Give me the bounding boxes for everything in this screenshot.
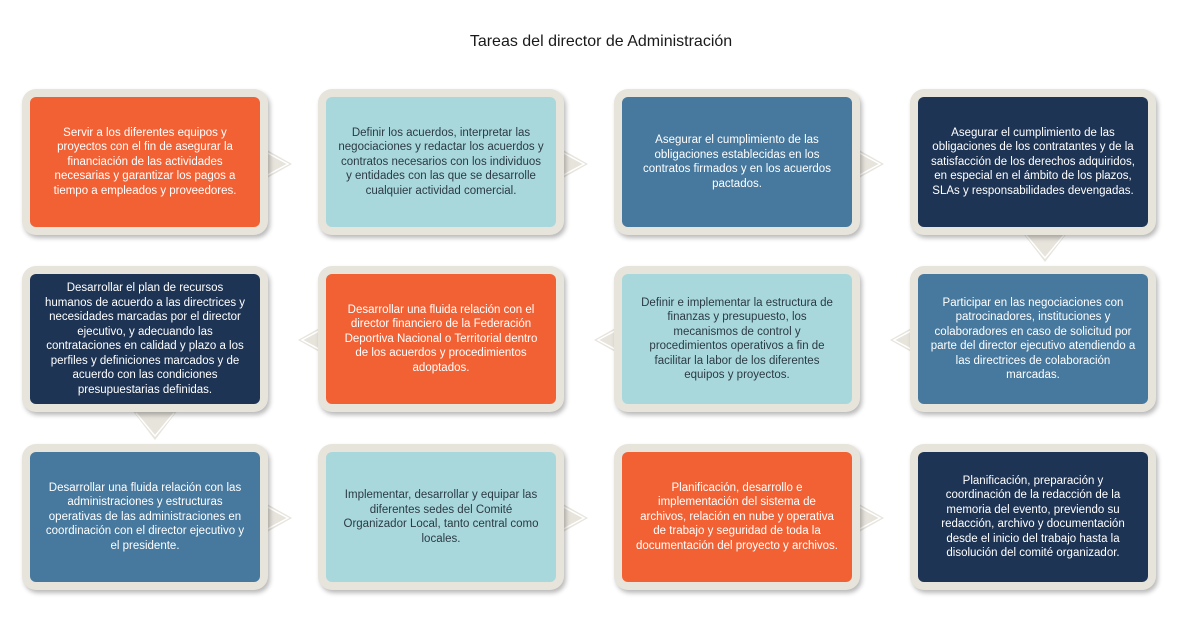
task-card-4-text: Asegurar el cumplimiento de las obligaciones de los contratantes y de la satisfacción de los derechos adquiridos, en especial en el ámbito de los plazos, SLAs y responsabilidades devengadas. [918,97,1148,227]
task-card-4 [910,89,1156,235]
task-card-7-text: Desarrollar una fluida relación con el director financiero de la Federación Deportiva Nacional o Territorial dentro de los acuerdos y procedimientos adoptados. [326,274,556,404]
task-card-6-text: Definir e implementar la estructura de finanzas y presupuesto, los mecanismos de control y procedimientos operativos a fin de facilitar la labor de los diferentes equipos y proyectos. [622,274,852,404]
task-card-12-text: Planificación, preparación y coordinación de la redacción de la memoria del evento, previendo su redacción, archivo y documentación desde el inicio del trabajo hasta la disolución del comité organizador. [918,452,1148,582]
task-card-10 [318,444,564,590]
task-card-9 [22,444,268,590]
task-card-1 [22,89,268,235]
task-card-5-text: Participar en las negociaciones con patrocinadores, instituciones y colaboradores en caso de solicitud por parte del director ejecutivo atendiendo a las directrices de colaboración marcadas. [918,274,1148,404]
task-card-9-text: Desarrollar una fluida relación con las administraciones y estructuras operativas de las administraciones en coordinación con el director ejecutivo y el presidente. [30,452,260,582]
task-card-3-text: Asegurar el cumplimiento de las obligaciones establecidas en los contratos firmados y en los acuerdos pactados. [622,97,852,227]
task-card-7 [318,266,564,412]
task-card-1-text: Servir a los diferentes equipos y proyectos con el fin de asegurar la financiación de las actividades necesarias y garantizar los pagos a tiempo a empleados y proveedores. [30,97,260,227]
diagram-title: Tareas del director de Administración [469,33,733,50]
task-card-6 [614,266,860,412]
task-card-8-text: Desarrollar el plan de recursos humanos de acuerdo a las directrices y necesidades marcadas por el director ejecutivo, y adecuando las contrataciones en calidad y plazo a los perfiles y definiciones marcados y de acuerdo con las condiciones presupuestarias definidas. [30,274,260,404]
task-card-11 [614,444,860,590]
task-card-10-text: Implementar, desarrollar y equipar las diferentes sedes del Comité Organizador Local, tanto central como locales. [326,452,556,582]
task-card-5 [910,266,1156,412]
task-card-3 [614,89,860,235]
task-card-8 [22,266,268,412]
task-card-2-text: Definir los acuerdos, interpretar las negociaciones y redactar los acuerdos y contratos necesarios con los individuos y entidades con las que se desarrolle cualquier actividad comercial. [326,97,556,227]
task-card-12 [910,444,1156,590]
task-card-2 [318,89,564,235]
task-card-11-text: Planificación, desarrollo e implementación del sistema de archivos, relación en nube y operativa de trabajo y seguridad de toda la documentación del proyecto y archivos. [622,452,852,582]
